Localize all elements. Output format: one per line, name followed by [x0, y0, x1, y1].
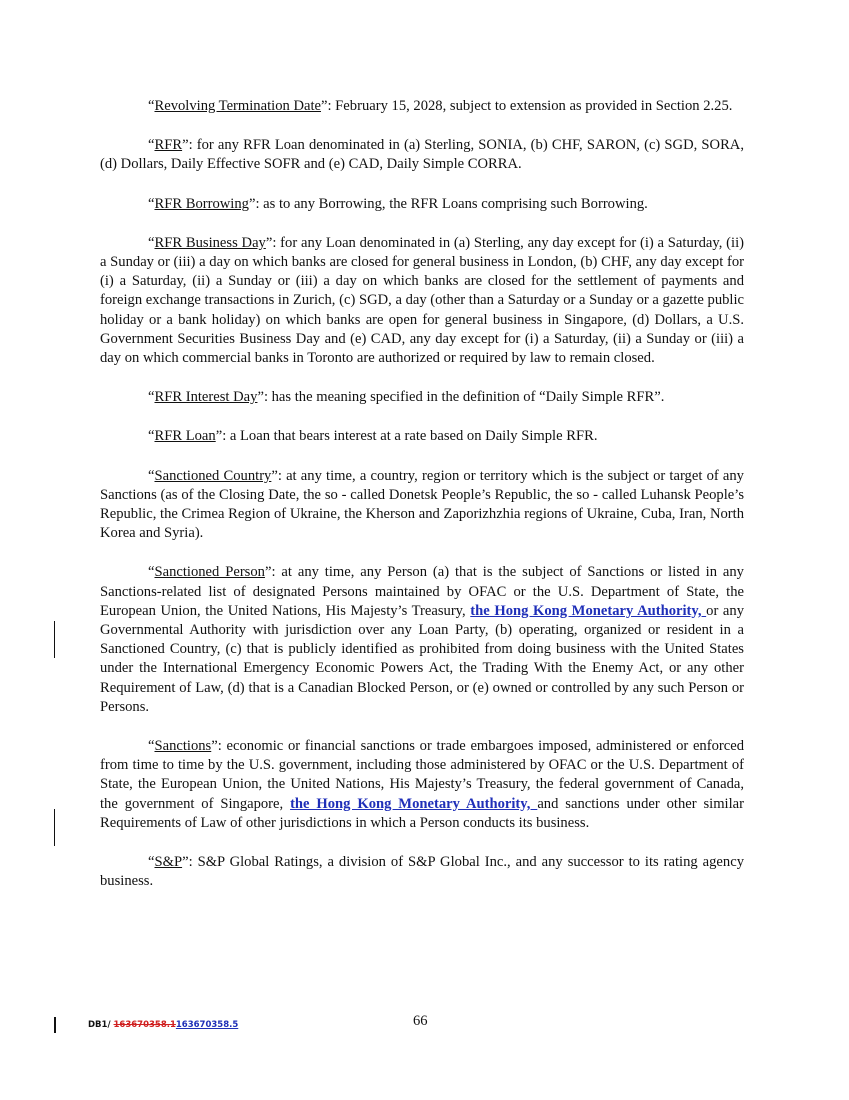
document-page [100, 97, 744, 912]
definition-text: : a Loan that bears interest at a rate based on Daily Simple RFR. [222, 428, 598, 445]
definition-paragraph: “Sanctioned Country”: at any time, a country, region or territory which is the subject or target of any Sanctions (as of the Closing Date, the so - called Donetsk People’s Republic, the so - called Luhansk People’s Republic, the Crimea Region of Ukraine, the Kherson and Zaporizhzhia regions of Ukraine, Cuba, Iran, North Korea and Syria). [100, 467, 744, 542]
definition-text: and sanctions under other similar Requirements of Law of other jurisdictions in which a Person conducts its business. [100, 795, 744, 831]
defined-term: Sanctioned Country [154, 467, 272, 484]
definition-paragraph: “S&P”: S&P Global Ratings, a division of S&P Global Inc., and any successor to its rating agency business. [100, 854, 744, 890]
defined-term: RFR Business Day [154, 234, 266, 251]
definition-text: : for any Loan denominated in (a) Sterling, any day except for (i) a Saturday, (ii) a Sunday or (iii) a day on which banks are closed for general business in London, (b) CHF, any day except for (i) a Saturday, (ii) a Sunday or (iii) a day on which banks are closed for the settlement of payments and foreign exchange transactions in Zurich, (c) SGD, a day (other than a Saturday or a Sunday or a gazette public holiday or a bank holiday) on which banks are open for general business in Singapore, (d) Dollars, a U.S. Government Securities Business Day and (e) CAD, any day except for (i) a Saturday, (ii) a Sunday or (iii) a day on which commercial banks in Toronto are authorized or required by law to remain closed. [100, 234, 744, 367]
definition-paragraph: “RFR”: for any RFR Loan denominated in (a) Sterling, SONIA, (b) CHF, SARON, (c) SGD, SORA, (d) Dollars, Daily Effective SOFR and (e) CAD, Daily Simple CORRA. [100, 137, 744, 173]
change-bar [54, 809, 55, 846]
change-bar [54, 621, 55, 658]
document-id [88, 1020, 238, 1030]
defined-term: Revolving Termination Date [154, 98, 321, 114]
definition-text: : economic or financial sanctions or trade embargoes imposed, administered or enforced from time to time by the U.S. government, including those administered by OFAC or the U.S. Department of State, the European Union, the United Nations, His Majesty’s Treasury, the federal government of Canada, the government of Singapore, [100, 738, 744, 812]
definition-paragraph: “Revolving Termination Date”: February 15, 2028, subject to extension as provided in Section 2.25. [148, 98, 733, 114]
definition-text: : at any time, any Person (a) that is the subject of Sanctions or listed in any Sanctions-related list of designated Persons maintained by OFAC or the U.S. Department of State, the European Union, the United Nations, His Majesty’s Treasury, [100, 564, 744, 619]
defined-term: RFR [154, 137, 183, 154]
definition-text: or any Governmental Authority with jurisdiction over any Loan Party, (b) operating, organized or resident in a Sanctioned Country, (c) that is publicly identified as prohibited from doing business with the United States under the International Emergency Economic Powers Act, the Trading With the Enemy Act, or any other Requirement of Law, (d) that is a Canadian Blocked Person, or (e) owned or controlled by any such Person or Persons. [100, 602, 744, 715]
defined-term: S&P [154, 854, 183, 871]
defined-term: RFR Interest Day [154, 389, 258, 406]
definition-paragraph: “Sanctions”: economic or financial sanctions or trade embargoes imposed, administered or enforced from time to time by the U.S. government, including those administered by OFAC or the U.S. Department of State, the European Union, the United Nations, His Majesty’s Treasury, the federal government of Canada, the government of Singapore, the Hong Kong Monetary Authority, and sanctions under other similar Requirements of Law of other jurisdictions in which a Person conducts its business. [100, 738, 744, 831]
defined-term: Sanctions [154, 738, 212, 755]
definition-text: : February 15, 2028, subject to extension as provided in Section 2.25. [327, 98, 733, 114]
page-number: 66 [413, 1013, 428, 1029]
definition-paragraph: “Sanctioned Person”: at any time, any Person (a) that is the subject of Sanctions or listed in any Sanctions-related list of designated Persons maintained by OFAC or the U.S. Department of State, the European Union, the United Nations, His Majesty’s Treasury, the Hong Kong Monetary Authority, or any Governmental Authority with jurisdiction over any Loan Party, (b) operating, organized or resident in a Sanctioned Country, (c) that is publicly identified as prohibited from doing business with the United States under the International Emergency Economic Powers Act, the Trading With the Enemy Act, or any other Requirement of Law, (d) that is a Canadian Blocked Person, or (e) owned or controlled by any such Person or Persons. [100, 564, 744, 715]
docid-inserted: 163670358.5 [175, 1020, 239, 1030]
inserted-text: the Hong Kong Monetary Authority, [290, 795, 538, 812]
definition-paragraph: “RFR Loan”: a Loan that bears interest at a rate based on Daily Simple RFR. [148, 428, 598, 445]
defined-term: RFR Borrowing [154, 195, 249, 212]
definition-paragraph: “RFR Interest Day”: has the meaning specified in the definition of “Daily Simple RFR”. [148, 389, 665, 406]
definition-paragraph: “RFR Business Day”: for any Loan denominated in (a) Sterling, any day except for (i) a Saturday, (ii) a Sunday or (iii) a day on which banks are closed for general business in London, (b) CHF, any day except for (i) a Saturday, (ii) a Sunday or (iii) a day on which banks are closed for the settlement of payments and foreign exchange transactions in Zurich, (c) SGD, a day (other than a Saturday or a Sunday or a gazette public holiday or a bank holiday) on which banks are open for general business in Singapore, (d) Dollars, a U.S. Government Securities Business Day and (e) CAD, any day except for (i) a Saturday, (ii) a Sunday or (iii) a day on which commercial banks in Toronto are authorized or required by law to remain closed. [100, 234, 744, 367]
definition-text: : as to any Borrowing, the RFR Loans comprising such Borrowing. [255, 195, 648, 212]
definition-text: : for any RFR Loan denominated in (a) Sterling, SONIA, (b) CHF, SARON, (c) SGD, SORA, (d) Dollars, Daily Effective SOFR and (e) CAD, Daily Simple CORRA. [100, 137, 744, 173]
inserted-text: the Hong Kong Monetary Authority, [470, 602, 707, 619]
docid-deleted: 163670358.1 [113, 1020, 176, 1030]
definition-text: : at any time, a country, region or territory which is the subject or target of any Sanctions (as of the Closing Date, the so - called Donetsk People’s Republic, the so - called Luhansk People’s Republic, the Crimea Region of Ukraine, the Kherson and Zaporizhzhia regions of Ukraine, Cuba, Iran, North Korea and Syria). [100, 467, 744, 542]
docid-prefix: DB1/ [88, 1020, 114, 1030]
definition-text: : has the meaning specified in the definition of “Daily Simple RFR”. [263, 389, 665, 406]
definition-text: : S&P Global Ratings, a division of S&P Global Inc., and any successor to its rating agency business. [100, 854, 744, 890]
defined-term: RFR Loan [154, 428, 216, 445]
change-bar [54, 1017, 56, 1033]
definition-paragraph: “RFR Borrowing”: as to any Borrowing, the RFR Loans comprising such Borrowing. [148, 195, 648, 212]
page-footer [0, 1013, 849, 1043]
defined-term: Sanctioned Person [154, 564, 265, 581]
